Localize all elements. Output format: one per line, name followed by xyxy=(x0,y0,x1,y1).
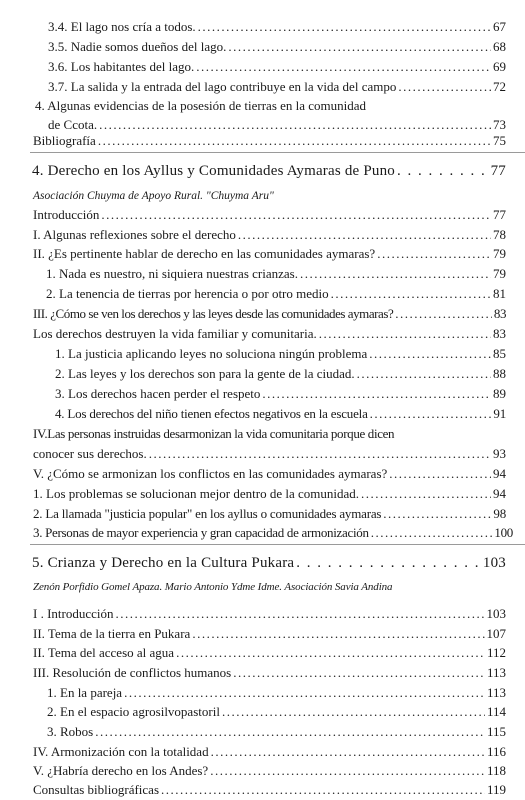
toc-entry-title: 3.7. La salida y la entrada del lago contribuye en la vida del campo xyxy=(48,79,397,94)
toc-entry-title: 2. La llamada "justicia popular" en los ayllus o comunidades aymaras xyxy=(33,506,382,521)
toc-entry-title: 3.4. El lago nos cría a todos. xyxy=(48,19,196,34)
toc-entry xyxy=(47,724,506,739)
toc-entry-page: 68 xyxy=(493,39,506,54)
toc-entry xyxy=(33,606,506,621)
toc-entry-page: 94 xyxy=(493,486,506,501)
toc-entry-title: III. Resolución de conflictos humanos xyxy=(33,665,232,680)
toc-entry-title: 4. Los derechos del niño tienen efectos negativos en la escuela xyxy=(55,406,368,421)
toc-entry xyxy=(46,286,506,301)
toc-entry xyxy=(33,446,506,461)
toc-entry-page: 119 xyxy=(486,782,506,797)
toc-entry xyxy=(46,266,506,281)
toc-entry xyxy=(33,782,506,797)
toc-entry-page: 83 xyxy=(493,326,506,341)
toc-entry xyxy=(33,306,506,321)
toc-entry-title: III. ¿Cómo se ven los derechos y las leyes desde las comunidades aymaras? xyxy=(33,306,394,321)
toc-entry xyxy=(33,246,506,261)
toc-entry-title: V. ¿Cómo se armonizan los conflictos en las comunidades aymaras? xyxy=(33,466,388,481)
toc-entry-page: 98 xyxy=(493,506,506,521)
toc-entry-page: 79 xyxy=(493,246,506,261)
toc-entry-page: 73 xyxy=(493,117,506,132)
toc-entry-page: 115 xyxy=(486,724,506,739)
toc-entry-title: 1. La justicia aplicando leyes no soluciona ningún problema xyxy=(55,346,368,361)
toc-entry-page: 112 xyxy=(486,645,506,660)
toc-entry-title: II. Tema del acceso al agua xyxy=(33,645,175,660)
toc-entry-page: 94 xyxy=(493,466,506,481)
toc-entry xyxy=(33,466,506,481)
toc-entry xyxy=(33,665,506,680)
toc-entry-title: conocer sus derechos. xyxy=(33,446,147,461)
chapter-author: Zenón Porfidio Gomel Apaza. Mario Antonio Ydme Idme. Asociación Savia Andina xyxy=(33,581,393,593)
toc-entry-page: 72 xyxy=(493,79,506,94)
toc-entry-title: 3. Personas de mayor experiencia y gran capacidad de armonización xyxy=(33,525,369,540)
toc-entry-page: 88 xyxy=(493,366,506,381)
toc-entry-title: I . Introducción xyxy=(33,606,114,621)
toc-entry-title: 1. Los problemas se solucionan mejor dentro de la comunidad. xyxy=(33,486,360,501)
toc-entry xyxy=(48,79,506,94)
toc-entry-page: 89 xyxy=(493,386,506,401)
toc-entry-page: 93 xyxy=(493,446,506,461)
toc-entry-page: 79 xyxy=(493,266,506,281)
toc-entry-page: 67 xyxy=(493,19,506,34)
toc-entry-page: 118 xyxy=(486,763,506,778)
toc-entry-page: 78 xyxy=(493,227,506,242)
toc-entry xyxy=(33,227,506,242)
toc-entry-title: 1. Nada es nuestro, ni siquiera nuestras crianzas. xyxy=(46,266,298,281)
chapter-title: 4. Derecho en los Ayllus y Comunidades Aymaras de Puno xyxy=(32,163,395,179)
divider xyxy=(30,152,525,153)
toc-entry-page: 114 xyxy=(486,704,506,719)
toc-entry-title: 3. Robos xyxy=(47,724,94,739)
toc-entry-title: V. ¿Habría derecho en los Andes? xyxy=(33,763,209,778)
toc-entry-page: 77 xyxy=(493,207,506,222)
toc-entry-title: 1. En la pareja xyxy=(47,685,123,700)
toc-entry-title: 2. En el espacio agrosilvopastoril xyxy=(47,704,220,719)
toc-entry xyxy=(48,39,506,54)
chapter-author: Asociación Chuyma de Apoyo Rural. "Chuyma Aru" xyxy=(33,190,274,202)
toc-entry-title: Bibliografía xyxy=(33,133,96,148)
toc-entry xyxy=(47,685,506,700)
toc-entry xyxy=(33,326,506,341)
toc-entry xyxy=(48,19,506,34)
toc-entry xyxy=(33,506,506,521)
toc-entry-title-line1: IV.Las personas instruidas desarmonizan la vida comunitaria porque dicen xyxy=(33,426,395,441)
toc-entry-title: II. ¿Es pertinente hablar de derecho en las comunidades aymaras? xyxy=(33,246,376,261)
toc-entry-title: II. Tema de la tierra en Pukara xyxy=(33,626,191,641)
toc-entry-page: 107 xyxy=(486,626,506,641)
toc-entry-title: Consultas bibliográficas xyxy=(33,782,160,797)
toc-entry xyxy=(48,117,506,132)
toc-entry-title: 3.6. Los habitantes del lago. xyxy=(48,59,195,74)
toc-entry-title: de Ccota. xyxy=(48,117,98,132)
toc-entry xyxy=(55,386,506,401)
toc-entry-page: 113 xyxy=(486,685,506,700)
toc-entry-page: 85 xyxy=(493,346,506,361)
toc-entry xyxy=(33,744,506,759)
chapter-heading xyxy=(32,162,506,180)
toc-entry-title: 2. Las leyes y los derechos son para la gente de la ciudad. xyxy=(55,366,355,381)
chapter-page: 77 xyxy=(490,163,506,179)
toc-entry-title: Introducción xyxy=(33,207,100,222)
toc-entry xyxy=(33,626,506,641)
toc-entry xyxy=(48,59,506,74)
toc-entry xyxy=(33,486,506,501)
toc-entry-page: 81 xyxy=(493,286,506,301)
toc-entry-page: 103 xyxy=(486,606,506,621)
toc-entry xyxy=(55,366,506,381)
chapter-heading xyxy=(32,554,506,572)
divider xyxy=(30,544,525,545)
toc-entry-page: 113 xyxy=(486,665,506,680)
toc-entry xyxy=(33,763,506,778)
toc-entry xyxy=(33,525,513,540)
toc-entry-page: 69 xyxy=(493,59,506,74)
toc-entry xyxy=(47,704,506,719)
chapter-page: 103 xyxy=(482,555,506,571)
toc-entry-title: Los derechos destruyen la vida familiar y comunitaria. xyxy=(33,326,317,341)
toc-entry-page: 116 xyxy=(486,744,506,759)
toc-entry-page: 75 xyxy=(493,133,506,148)
toc-entry xyxy=(33,133,506,148)
toc-entry-title: 3.5. Nadie somos dueños del lago. xyxy=(48,39,227,54)
toc-entry-page: 91 xyxy=(493,406,506,421)
toc-entry xyxy=(55,406,506,421)
toc-entry xyxy=(55,346,506,361)
toc-entry-title: I. Algunas reflexiones sobre el derecho xyxy=(33,227,236,242)
toc-entry-page: 83 xyxy=(493,306,506,321)
toc-entry-title: 2. La tenencia de tierras por herencia o por otro medio xyxy=(46,286,329,301)
toc-entry xyxy=(33,645,506,660)
toc-entry-title: 3. Los derechos hacen perder el respeto xyxy=(55,386,261,401)
toc-entry-title: IV. Armonización con la totalidad xyxy=(33,744,209,759)
chapter-title: 5. Crianza y Derecho en la Cultura Pukara xyxy=(32,555,295,571)
toc-entry-page: 100 xyxy=(494,525,513,540)
toc-entry xyxy=(33,207,506,222)
toc-entry-title-line1: 4. Algunas evidencias de la posesión de tierras en la comunidad xyxy=(35,98,367,113)
